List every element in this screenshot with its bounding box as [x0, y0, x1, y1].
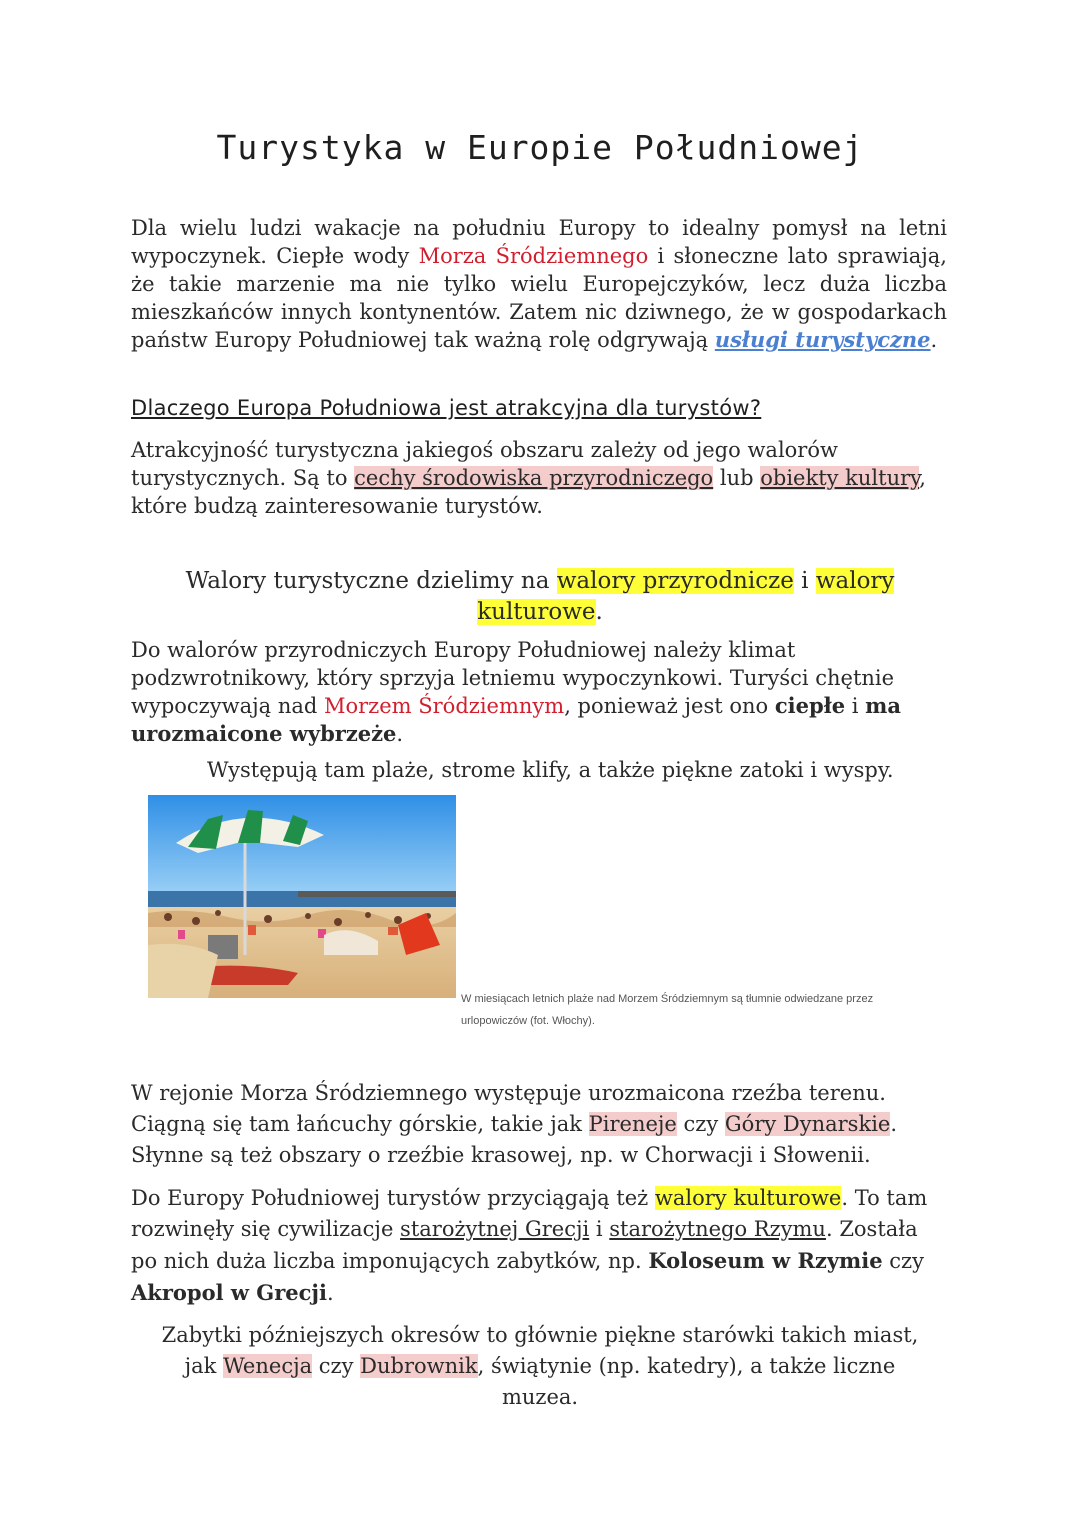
cultural-values-highlight-1: walory [815, 568, 895, 594]
monuments-text-3: , świątynie (np. katedry), a także liczne muzea. [477, 1354, 896, 1409]
monuments-text-2: czy [312, 1354, 361, 1378]
page-title: Turystyka w Europie Południowej [216, 128, 864, 167]
culture-text-3: i [589, 1217, 610, 1241]
attr-text-2: lub [713, 466, 761, 490]
warm-bold: ciepłe [774, 693, 846, 718]
tourist-services-link[interactable]: usługi turystyczne [714, 327, 931, 352]
natural-environment-highlight: cechy środowiska przyrodniczego [354, 466, 714, 490]
culture-paragraph [131, 1183, 946, 1309]
colosseum-bold: Koloseum w Rzymie [648, 1248, 883, 1273]
photo-caption: W miesiącach letnich plaże nad Morzem Śródziemnym są tłumnie odwiedzane przez urlopowiczów (fot. Włochy). [461, 993, 874, 1027]
culture-text-6: . [327, 1281, 334, 1305]
cultural-values-highlight-2: kulturowe [477, 599, 596, 625]
venice-highlight: Wenecja [223, 1354, 313, 1378]
beach-photo-image [148, 795, 456, 998]
dubrovnik-highlight: Dubrownik [360, 1354, 478, 1378]
values-text-1: Walory turystyczne dzielimy na [185, 568, 557, 594]
beach-photo [148, 795, 456, 998]
ancient-greece-term: starożytnej Grecji [400, 1217, 590, 1241]
values-text-3: . [595, 599, 603, 625]
nature-text-3: i [845, 694, 866, 718]
relief-text-3: . Słynne są też obszary o rzeźbie krasowej, np. w Chorwacji i Słowenii. [131, 1112, 898, 1167]
monuments-text-1: Zabytki późniejszych okresów to głównie piękne starówki takich miast, jak [161, 1323, 919, 1378]
nature-paragraph [131, 636, 921, 748]
intro-text-2: i słoneczne lato sprawiają, że takie marzenie ma nie tylko wielu Europejczyków, lecz duża liczba mieszkańców innych kontynentów. Zatem nic dziwnego, że w gospodarkach państw Europy Południowej tak ważną rolę odgrywają [131, 244, 947, 352]
beaches-line: Występują tam plaże, strome klify, a także piękne zatoki i wyspy. [207, 758, 894, 782]
cultural-values-highlight: walory kulturowe [654, 1186, 842, 1210]
values-paragraph [131, 566, 949, 628]
relief-text-1: W rejonie Morza Śródziemnego występuje urozmaicona rzeźba terenu. Ciągną się tam łańcuchy górskie, takie jak [131, 1081, 886, 1136]
mediterranean-sea-term-2: Morzem Śródziemnym [323, 694, 565, 718]
intro-paragraph [131, 214, 947, 354]
monuments-paragraph [150, 1320, 930, 1413]
acropolis-bold: Akropol w Grecji [131, 1280, 328, 1305]
section-heading: Dlaczego Europa Południowa jest atrakcyjna dla turystów? [131, 396, 762, 420]
relief-paragraph [131, 1078, 941, 1171]
culture-text-1: Do Europy Południowej turystów przyciągają też [131, 1186, 655, 1210]
culture-text-2: . To tam rozwinęły się cywilizacje [131, 1186, 928, 1241]
intro-text-1: Dla wielu ludzi wakacje na południu Europy to idealny pomysł na letni wypoczynek. Ciepłe wody [131, 216, 947, 268]
nature-text-4: . [396, 722, 404, 746]
nature-text-1: Do walorów przyrodniczych Europy Południowej należy klimat podzwrotnikowy, który sprzyja letniemu wypoczynkowi. Turyści chętnie wypoczywają nad [131, 638, 895, 718]
pyrenees-highlight: Pireneje [588, 1112, 677, 1136]
intro-text-3: . [930, 328, 938, 352]
culture-text-4: . Została po nich duża liczba imponujących zabytków, np. [131, 1217, 918, 1273]
natural-values-highlight: walory przyrodnicze [556, 568, 794, 594]
dinaric-alps-highlight: Góry Dynarskie [724, 1112, 891, 1136]
relief-text-2: czy [676, 1112, 725, 1136]
cultural-objects-highlight: obiekty kultury [760, 466, 920, 490]
values-text-2: i [793, 568, 816, 594]
culture-text-5: czy [882, 1249, 924, 1273]
attr-text-1: Atrakcyjność turystyczna jakiegoś obszaru zależy od jego walorów turystycznych. Są to [131, 438, 838, 490]
nature-text-2: , ponieważ jest ono [564, 694, 775, 718]
coastline-bold: ma urozmaicone wybrzeże [131, 693, 901, 746]
ancient-rome-term: starożytnego Rzymu [609, 1217, 826, 1241]
attr-text-3: , które budzą zainteresowanie turystów. [131, 466, 926, 518]
mediterranean-sea-term: Morza Śródziemnego [418, 244, 649, 268]
attractiveness-paragraph [131, 436, 931, 520]
